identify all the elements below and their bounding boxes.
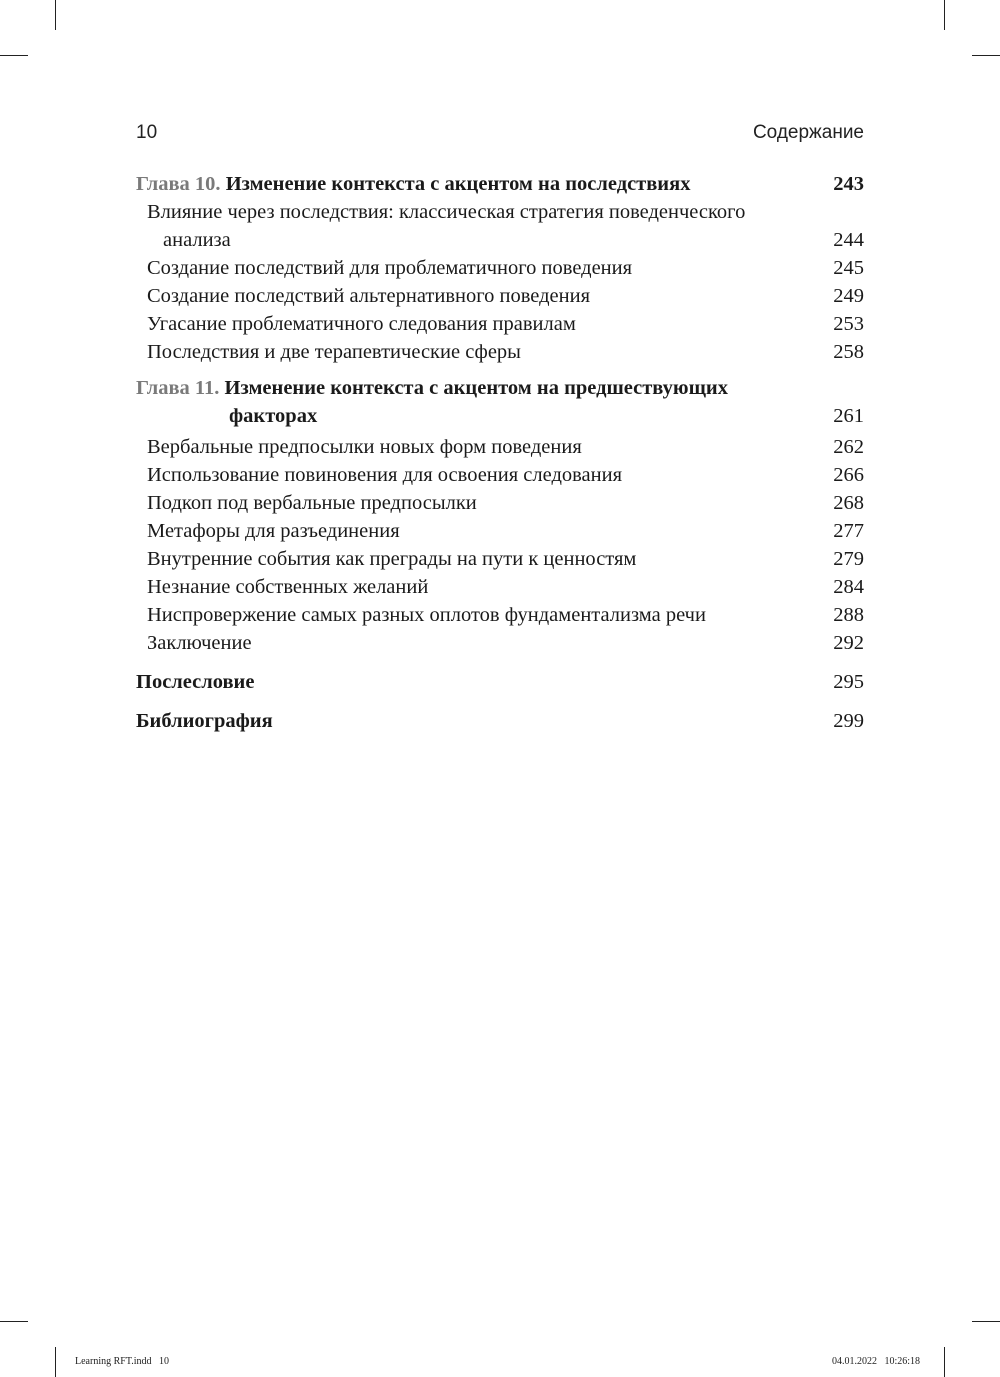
toc-entry[interactable] [136,573,864,601]
entry-title: Использование повиновения для освоения следования [147,464,623,486]
toc-entry[interactable] [136,461,864,489]
page-ref: 295 [833,671,864,693]
print-slug-file: Learning RFT.indd 10 [75,1356,169,1367]
entry-title: Создание последствий для проблематичного поведения [147,257,633,279]
entry-title: Ниспровержение самых разных оплотов фундаментализма речи [147,604,706,626]
page-ref: 288 [833,604,864,626]
toc-chapter-11-continued[interactable] [136,402,864,430]
crop-mark [944,0,945,30]
page-ref: 262 [833,436,864,458]
page-ref: 258 [833,341,864,363]
page-ref: 292 [833,632,864,654]
page-ref: 249 [833,285,864,307]
entry-title: Метафоры для разъединения [147,520,400,542]
toc-entry[interactable] [136,338,864,366]
chapter-label: Глава 10. [136,173,221,195]
entry-title: Библиография [136,710,273,732]
entry-title: Угасание проблематичного следования правилам [147,313,576,335]
page-ref: 299 [833,710,864,732]
chapter-label: Глава 11. [136,377,220,399]
page-ref: 284 [833,576,864,598]
print-slug-timestamp: 04.01.2022 10:26:18 [831,1356,920,1367]
page-number: 10 [136,122,158,143]
crop-mark [972,1321,1000,1322]
page-ref: 261 [833,405,864,427]
toc-entry[interactable] [136,517,864,545]
toc-entry[interactable] [136,198,864,226]
toc-entry[interactable] [136,489,864,517]
entry-title: Влияние через последствия: классическая стратегия поведенческого [147,201,746,223]
page-ref: 266 [833,464,864,486]
crop-mark [972,55,1000,56]
entry-title: Незнание собственных желаний [147,576,429,598]
page-ref: 277 [833,520,864,542]
chapter-title: Изменение контекста с акцентом на последствиях [225,173,691,195]
page-ref: 245 [833,257,864,279]
toc-chapter-10[interactable] [136,170,864,198]
page-ref: 279 [833,548,864,570]
toc-entry-continued[interactable] [136,226,864,254]
toc-entry[interactable] [136,433,864,461]
toc-entry[interactable] [136,629,864,657]
page-ref: 243 [833,173,864,195]
crop-mark [55,1347,56,1377]
entry-title: Подкоп под вербальные предпосылки [147,492,477,514]
toc-entry[interactable] [136,254,864,282]
page-ref: 244 [833,229,864,251]
page-ref: 268 [833,492,864,514]
entry-title: Заключение [147,632,252,654]
chapter-title: Изменение контекста с акцентом на предшествующих [224,377,728,399]
entry-title: Внутренние события как преграды на пути к ценностям [147,548,637,570]
crop-mark [0,1321,28,1322]
toc-entry[interactable] [136,601,864,629]
running-title: Содержание [752,122,864,143]
crop-mark [944,1347,945,1377]
toc-bibliography[interactable] [136,707,864,735]
toc-entry[interactable] [136,545,864,573]
page-ref: 253 [833,313,864,335]
entry-title: Послесловие [136,671,255,693]
toc-afterword[interactable] [136,668,864,696]
crop-mark [0,55,28,56]
entry-title: Вербальные предпосылки новых форм поведения [147,436,582,458]
toc-chapter-11[interactable] [136,374,864,402]
toc-entry[interactable] [136,282,864,310]
table-of-contents [136,170,864,735]
chapter-title: факторах [229,405,318,427]
entry-title: анализа [163,229,231,251]
crop-mark [55,0,56,30]
toc-entry[interactable] [136,310,864,338]
entry-title: Создание последствий альтернативного поведения [147,285,591,307]
entry-title: Последствия и две терапевтические сферы [147,341,521,363]
